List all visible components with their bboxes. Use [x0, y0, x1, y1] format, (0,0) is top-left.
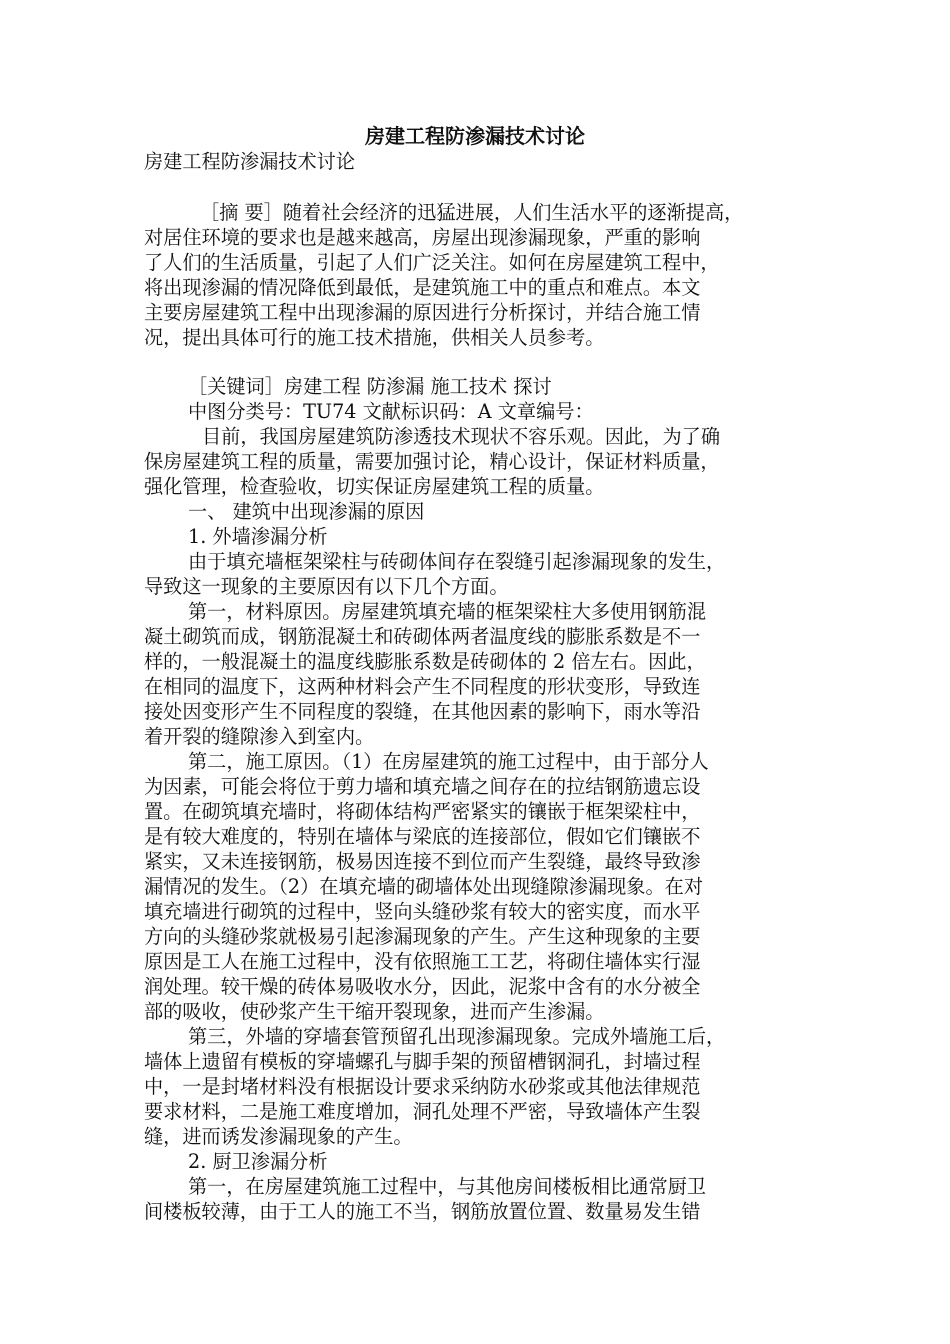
body-line: 缝，进而诱发渗漏现象的产生。	[144, 1125, 413, 1148]
subtitle-line: 房建工程防渗漏技术讨论	[144, 150, 356, 173]
body-line: 间楼板较薄，由于工人的施工不当，钢筋放置位置、数量易发生错	[144, 1200, 701, 1223]
body-line: 目前，我国房屋建筑防渗透技术现状不容乐观。因此，为了确	[202, 425, 721, 448]
body-line: 润处理。较干燥的砖体易吸收水分，因此，泥浆中含有的水分被全	[144, 975, 701, 998]
subsection-heading: 1. 外墙渗漏分析	[188, 525, 328, 548]
body-line: 紧实，又未连接钢筋，极易因连接不到位而产生裂缝，最终导致渗	[144, 850, 701, 873]
body-line: 填充墙进行砌筑的过程中，竖向头缝砂浆有较大的密实度，而水平	[144, 900, 701, 923]
body-line: 部的吸收，使砂浆产生干缩开裂现象，进而产生渗漏。	[144, 1000, 605, 1023]
body-line: 第一，在房屋建筑施工过程中，与其他房间楼板相比通常厨卫	[188, 1175, 707, 1198]
body-line: 原因是工人在施工过程中，没有依照施工工艺，将砌住墙体实行湿	[144, 950, 701, 973]
body-line: 墙体上遗留有模板的穿墙螺孔与脚手架的预留槽钢洞孔，封墙过程	[144, 1050, 701, 1073]
body-line: 是有较大难度的，特别在墙体与梁底的连接部位，假如它们镶嵌不	[144, 825, 701, 848]
body-line: 方向的头缝砂浆就极易引起渗漏现象的产生。产生这种现象的主要	[144, 925, 701, 948]
section-heading: 一、 建筑中出现渗漏的原因	[188, 500, 425, 523]
body-line: 第三，外墙的穿墙套管预留孔出现渗漏现象。完成外墙施工后，	[188, 1025, 726, 1048]
body-line: 强化管理，检查验收，切实保证房屋建筑工程的质量。	[144, 475, 605, 498]
body-line: 保房屋建筑工程的质量，需要加强讨论，精心设计，保证材料质量，	[144, 450, 720, 473]
abstract-line: 对居住环境的要求也是越来越高，房屋出现渗漏现象，严重的影响	[144, 226, 701, 249]
abstract-line: 将出现渗漏的情况降低到最低，是建筑施工中的重点和难点。本文	[144, 276, 701, 299]
body-line: 样的，一般混凝土的温度线膨胀系数是砖砌体的 2 倍左右。因此，	[144, 650, 706, 673]
abstract-line: 况，提出具体可行的施工技术措施，供相关人员参考。	[144, 326, 605, 349]
body-line: 接处因变形产生不同程度的裂缝，在其他因素的影响下，雨水等沿	[144, 700, 701, 723]
body-line: 在相同的温度下，这两种材料会产生不同程度的形状变形，导致连	[144, 675, 701, 698]
body-line: 导致这一现象的主要原因有以下几个方面。	[144, 575, 509, 598]
body-line: 第一，材料原因。房屋建筑填充墙的框架梁柱大多使用钢筋混	[188, 600, 707, 623]
classification-line: 中图分类号：TU74 文献标识码：A 文章编号：	[188, 400, 594, 423]
body-line: 为因素，可能会将位于剪力墙和填充墙之间存在的拉结钢筋遗忘设	[144, 775, 701, 798]
keywords-line: ［关键词］房建工程 防渗漏 施工技术 探讨	[188, 375, 552, 398]
body-line: 凝土砌筑而成，钢筋混凝土和砖砌体两者温度线的膨胀系数是不一	[144, 625, 701, 648]
body-line: 由于填充墙框架梁柱与砖砌体间存在裂缝引起渗漏现象的发生，	[188, 550, 726, 573]
body-line: 着开裂的缝隙渗入到室内。	[144, 725, 375, 748]
body-line: 中，一是封堵材料没有根据设计要求采纳防水砂浆或其他法律规范	[144, 1075, 701, 1098]
abstract-line: ［摘 要］随着社会经济的迅猛进展，人们生活水平的逐渐提高，	[200, 201, 744, 224]
document-title: 房建工程防渗漏技术讨论	[365, 124, 585, 148]
body-line: 要求材料，二是施工难度增加，洞孔处理不严密，导致墙体产生裂	[144, 1100, 701, 1123]
subsection-heading: 2. 厨卫渗漏分析	[188, 1150, 328, 1173]
body-line: 第二，施工原因。（1）在房屋建筑的施工过程中，由于部分人	[188, 750, 709, 773]
abstract-line: 主要房屋建筑工程中出现渗漏的原因进行分析探讨，并结合施工情	[144, 301, 701, 324]
abstract-line: 了人们的生活质量，引起了人们广泛关注。如何在房屋建筑工程中，	[144, 251, 720, 274]
body-line: 置。在砌筑填充墙时，将砌体结构严密紧实的镶嵌于框架梁柱中，	[144, 800, 701, 823]
body-line: 漏情况的发生。（2）在填充墙的砌墙体处出现缝隙渗漏现象。在对	[144, 875, 704, 898]
